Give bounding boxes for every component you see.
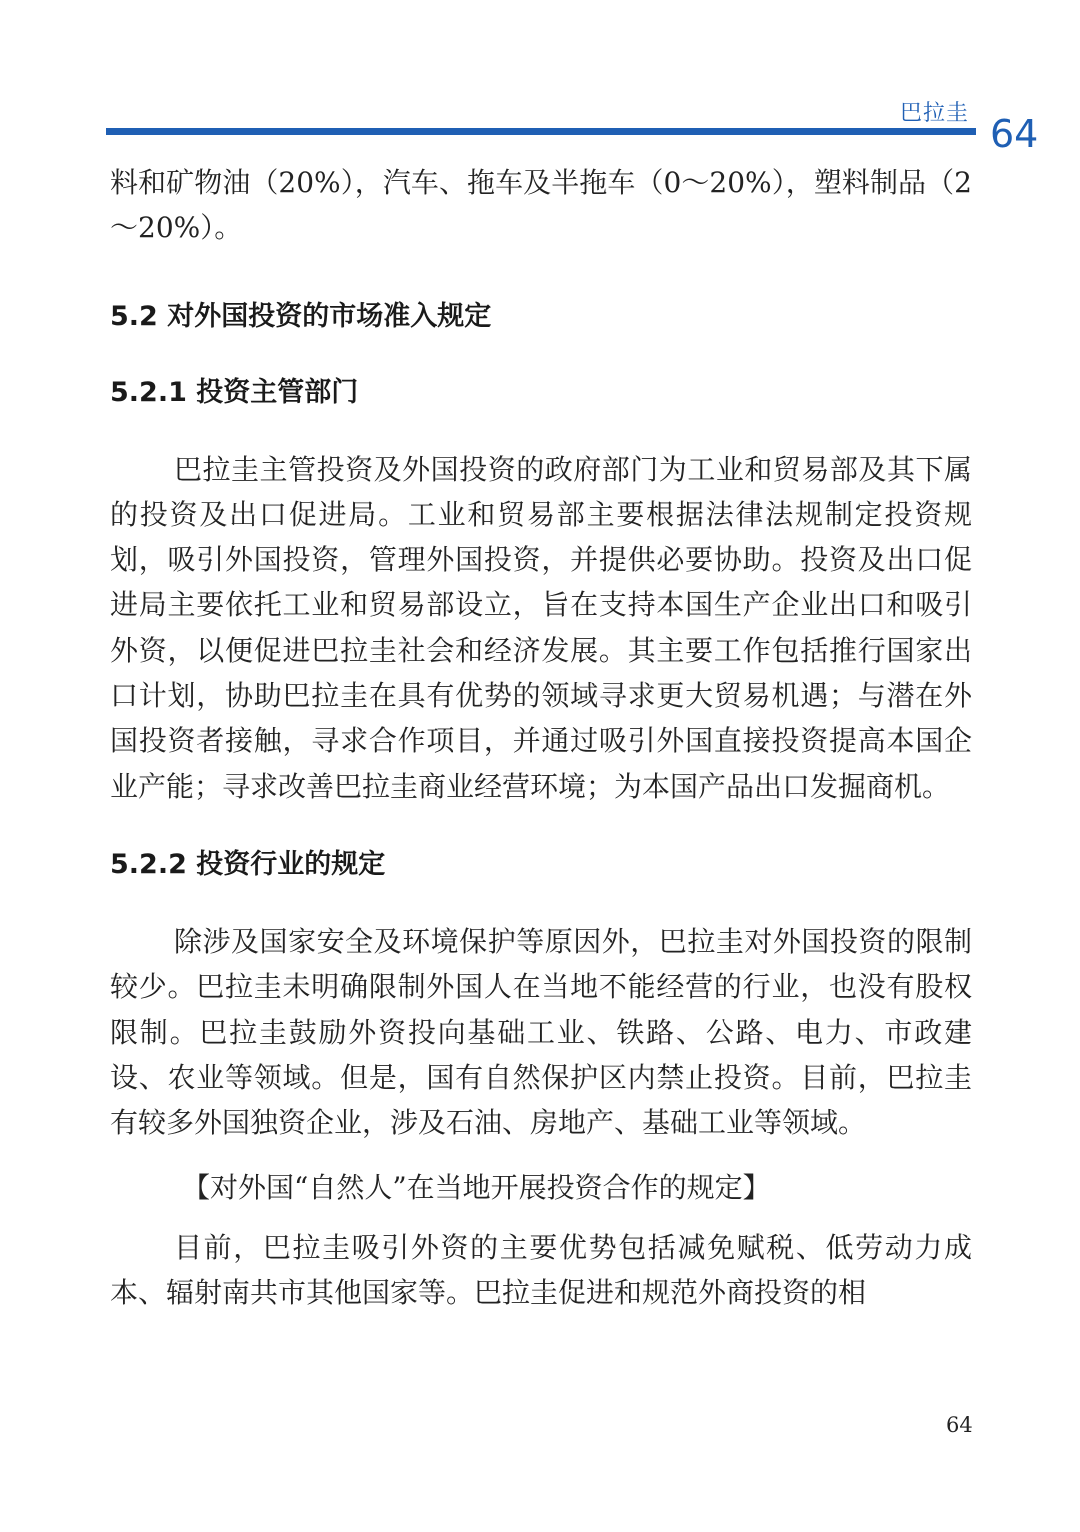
section-heading-5-2-2: 5.2.2 投资行业的规定 (110, 848, 386, 880)
paragraph-natural-person: 目前，巴拉圭吸引外资的主要优势包括减免赋税、低劳动力成本、辐射南共市其他国家等。巴拉圭促进和规范外商投资的相 (110, 1230, 972, 1310)
section-heading-5-2: 5.2 对外国投资的市场准入规定 (110, 300, 492, 332)
header-page-number: 64 (990, 112, 1039, 156)
header-country-name: 巴拉圭 (900, 101, 970, 126)
paragraph-investment-authority: 巴拉圭主管投资及外国投资的政府部门为工业和贸易部及其下属的投资及出口促进局。工业和贸易部主要根据法律法规制定投资规划，吸引外国投资，管理外国投资，并提供必要协助。投资及出口促进局主要依托工业和贸易部设立，旨在支持本国生产企业出口和吸引外资，以便促进巴拉圭社会和经济发展。其主要工作包括推行国家出口计划，协助巴拉圭在具有优势的领域寻求更大贸易机遇；与潜在外国投资者接触，寻求合作项目，并通过吸引外国直接投资提高本国企业产能；寻求改善巴拉圭商业经营环境；为本国产品出口发掘商机。 (110, 452, 972, 803)
footer-page-number: 64 (946, 1413, 973, 1437)
header-rule (106, 128, 976, 135)
paragraph-industry-rules: 除涉及国家安全及环境保护等原因外，巴拉圭对外国投资的限制较少。巴拉圭未明确限制外国人在当地不能经营的行业，也没有股权限制。巴拉圭鼓励外资投向基础工业、铁路、公路、电力、市政建设、农业等领域。但是，国有自然保护区内禁止投资。目前，巴拉圭有较多外国独资企业，涉及石油、房地产、基础工业等领域。 (110, 924, 972, 1140)
page-content (110, 160, 972, 1315)
intro-paragraph: 料和矿物油（20%），汽车、拖车及半拖车（0～20%），塑料制品（2～20%）。 (110, 166, 972, 245)
subheading-natural-person: 【对外国“自然人”在当地开展投资合作的规定】 (182, 1171, 771, 1205)
section-heading-5-2-1: 5.2.1 投资主管部门 (110, 376, 359, 408)
